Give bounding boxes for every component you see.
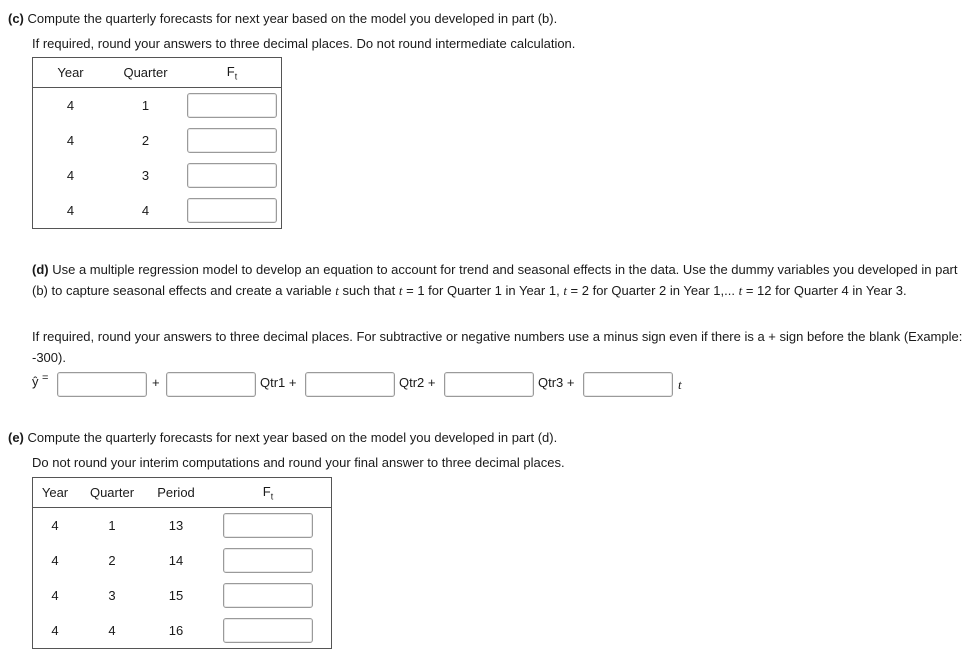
- part-e-note: Do not round your interim computations and round your final answer to three decimal places.: [32, 455, 565, 470]
- part-e-label: (e): [8, 430, 24, 445]
- forecast-input-q2[interactable]: [187, 128, 277, 153]
- forecast-input-period-16[interactable]: [223, 618, 313, 643]
- cell-year: 4: [66, 168, 75, 183]
- table-row: [33, 88, 282, 124]
- col-header-quarter: Quarter: [108, 58, 183, 88]
- part-d-text: such that: [338, 283, 399, 298]
- cell-year: 4: [66, 203, 75, 218]
- part-d-text: = 2 for Quarter 2 in Year 1,...: [566, 283, 739, 298]
- col-header-forecast: $F_t$: [205, 478, 332, 508]
- part-c-label: (c): [8, 11, 24, 26]
- equals-sign: =: [42, 372, 49, 384]
- cell-quarter: 2: [141, 133, 150, 148]
- part-d-text: = 12 for Quarter 4 in Year 3.: [742, 283, 907, 298]
- cell-year: 4: [51, 553, 59, 568]
- table-header-row: [33, 478, 332, 508]
- table-row: [33, 508, 332, 544]
- forecast-input-q4[interactable]: [187, 198, 277, 223]
- part-c-table: [32, 57, 282, 229]
- part-c-text: Compute the quarterly forecasts for next year based on the model you developed in part (b).: [27, 11, 558, 26]
- part-d-note: If required, round your answers to three decimal places. For subtractive or negative numbers use a minus sign even if there is a + sign before the blank (Example: -300).: [32, 329, 963, 365]
- part-e-prompt: [8, 430, 557, 445]
- table-row: [33, 543, 332, 578]
- table-row: [33, 193, 282, 229]
- table-row: [33, 158, 282, 193]
- forecast-input-q1[interactable]: [187, 93, 277, 118]
- cell-quarter: 3: [108, 588, 116, 603]
- forecast-input-period-13[interactable]: [223, 513, 313, 538]
- cell-quarter: 4: [108, 623, 116, 638]
- col-header-forecast: $F_t$: [183, 58, 282, 88]
- cell-quarter: 4: [141, 203, 150, 218]
- cell-quarter: 1: [108, 518, 116, 533]
- forecast-input-q3[interactable]: [187, 163, 277, 188]
- table-header-row: [33, 58, 282, 88]
- t-coefficient-input[interactable]: [583, 372, 673, 397]
- cell-quarter: 1: [141, 98, 150, 113]
- forecast-input-period-14[interactable]: [223, 548, 313, 573]
- cell-quarter: 3: [141, 168, 150, 183]
- qtr3-coefficient-input[interactable]: [444, 372, 534, 397]
- part-c-prompt: [8, 11, 557, 26]
- cell-year: 4: [51, 623, 59, 638]
- cell-year: 4: [66, 98, 75, 113]
- qtr2-coefficient-input[interactable]: [305, 372, 395, 397]
- y-hat-symbol: ŷ: [32, 374, 39, 389]
- forecast-input-period-15[interactable]: [223, 583, 313, 608]
- col-header-period: Period: [147, 478, 205, 508]
- cell-period: 16: [168, 623, 184, 638]
- part-d-label: (d): [32, 262, 49, 277]
- cell-year: 4: [66, 133, 75, 148]
- intercept-input[interactable]: [57, 372, 147, 397]
- qtr2-term: Qtr2 +: [399, 375, 436, 390]
- variable-t: t: [738, 283, 743, 298]
- variable-t: t: [563, 283, 567, 298]
- col-header-year: Year: [33, 478, 78, 508]
- part-d-text: Use a multiple regression model to develop an equation to account for trend and seasonal effects in the data. Use the dummy variables you developed in part (b) to capture seasonal effects and create a variable: [32, 262, 958, 298]
- variable-t: t: [335, 283, 339, 298]
- qtr1-term: Qtr1 +: [260, 375, 297, 390]
- cell-year: 4: [51, 518, 59, 533]
- qtr3-term: Qtr3 +: [538, 375, 575, 390]
- table-row: [33, 578, 332, 613]
- qtr1-coefficient-input[interactable]: [166, 372, 256, 397]
- part-e-text: Compute the quarterly forecasts for next year based on the model you developed in part (d).: [27, 430, 558, 445]
- part-c-note: If required, round your answers to three decimal places. Do not round intermediate calculation.: [32, 36, 576, 51]
- table-row: [33, 123, 282, 158]
- part-e-table: [32, 477, 332, 649]
- part-d-text: = 1 for Quarter 1 in Year 1,: [402, 283, 564, 298]
- t-variable: t: [678, 377, 682, 392]
- col-header-year: Year: [33, 58, 109, 88]
- cell-period: 13: [168, 518, 184, 533]
- cell-period: 15: [168, 588, 184, 603]
- cell-year: 4: [51, 588, 59, 603]
- plus-sign: +: [152, 375, 160, 390]
- variable-t: t: [398, 283, 403, 298]
- table-row: [33, 613, 332, 649]
- cell-period: 14: [168, 553, 184, 568]
- cell-quarter: 2: [108, 553, 116, 568]
- part-d-prompt: [8, 259, 968, 301]
- col-header-quarter: Quarter: [77, 478, 147, 508]
